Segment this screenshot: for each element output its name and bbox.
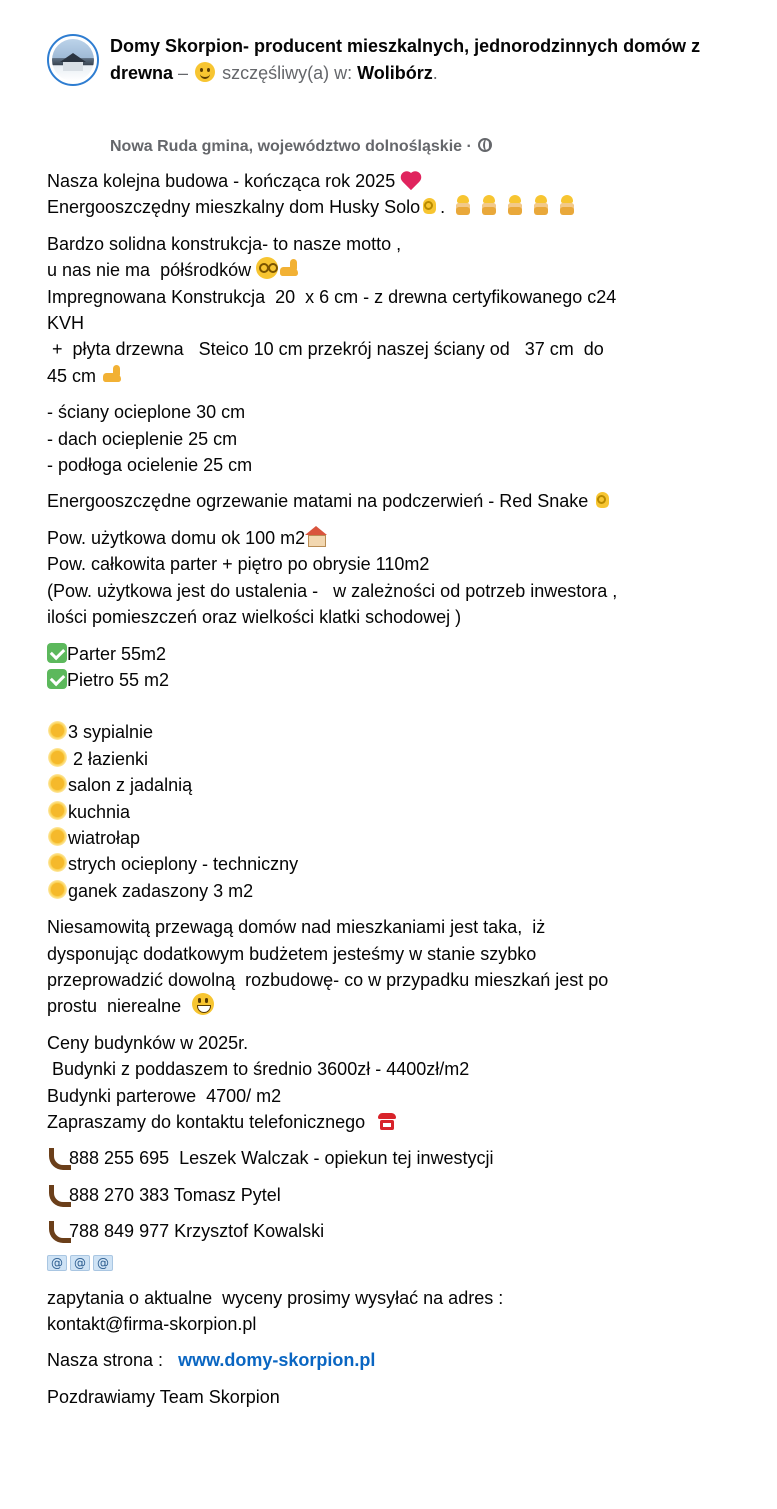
check-mark-icon — [47, 669, 67, 689]
avatar-roof-shape — [60, 53, 86, 62]
avatar-image — [52, 39, 94, 81]
room-item — [47, 719, 687, 745]
post-location-meta — [110, 136, 492, 158]
post-text — [47, 168, 687, 1420]
motto-line: Bardzo solidna konstrukcja- to nasze motto , — [47, 233, 402, 254]
intro-paragraph — [47, 168, 687, 221]
sun-icon — [47, 800, 68, 821]
construction-worker-icon — [505, 194, 525, 216]
telephone-icon — [376, 1111, 398, 1131]
avatar-house-shape — [63, 62, 83, 71]
room-item — [47, 746, 687, 772]
intro-text-1: Nasza kolejna budowa - kończąca rok 2025 — [47, 171, 396, 191]
room-label: salon z jadalnią — [68, 775, 193, 796]
flexed-biceps-icon — [101, 363, 123, 385]
insulation-line: - podłoga ocielenie 25 cm — [47, 455, 253, 476]
room-label: ganek zadaszony 3 m2 — [68, 880, 254, 901]
website-label: Nasza strona : — [47, 1350, 164, 1371]
website-paragraph — [47, 1347, 687, 1373]
telephone-receiver-icon — [47, 1182, 69, 1204]
motto-line: + płyta drzewna Steico 10 cm przekrój naszej ściany od 37 cm do — [47, 339, 604, 360]
author-line — [110, 33, 710, 87]
room-label: 2 łazienki — [68, 748, 149, 769]
email-paragraph — [47, 1285, 687, 1338]
floors-and-rooms — [47, 641, 687, 905]
motto-line — [47, 363, 687, 389]
contact-line — [47, 1218, 687, 1244]
advantage-line: dysponując dodatkowym budżetem jesteśmy w stanie szybko — [47, 943, 537, 964]
area-line: ilości pomieszczeń oraz wielkości klatki schodowej ) — [47, 607, 462, 628]
motto-line: Impregnowana Konstrukcja 20 x 6 cm - z drewna certyfikowanego c24 — [47, 286, 617, 307]
sun-icon — [47, 852, 68, 873]
motto-line — [47, 257, 687, 283]
room-item — [47, 799, 687, 825]
heating-paragraph — [47, 488, 687, 514]
advantage-line: Niesamowitą przewagą domów nad mieszkaniami jest taka, iż — [47, 917, 546, 938]
area-line: Pow. całkowita parter + piętro po obrysie 110m2 — [47, 554, 430, 575]
contact-text[interactable]: 888 255 695 Leszek Walczak - opiekun tej inwestycji — [69, 1148, 494, 1169]
construction-worker-icon — [531, 194, 551, 216]
room-item — [47, 878, 687, 904]
spacer — [47, 693, 687, 719]
floor-item — [47, 667, 687, 693]
email-icons-row — [47, 1255, 687, 1271]
price-text: Zapraszamy do kontaktu telefonicznego — [47, 1112, 366, 1132]
floor-label: Pietro 55 m2 — [67, 669, 170, 690]
red-heart-icon — [400, 170, 422, 190]
heating-text: Energooszczędne ogrzewanie matami na podczerwień - Red Snake — [47, 491, 589, 512]
website-link[interactable]: www.domy-skorpion.pl — [178, 1350, 376, 1371]
email-at-icon: @ — [47, 1255, 67, 1271]
insulation-paragraph — [47, 399, 687, 478]
sun-icon — [47, 879, 68, 900]
intro-text-2: Energooszczędny mieszkalny dom Husky Solo — [47, 197, 421, 218]
motto-text: u nas nie ma półśrodków — [47, 260, 252, 281]
telephone-receiver-icon — [47, 1218, 69, 1240]
construction-worker-icon — [479, 194, 499, 216]
price-line: Budynki z poddaszem to średnio 3600zł - 4400zł/m2 — [47, 1059, 470, 1080]
room-label: strych ocieplony - techniczny — [68, 854, 299, 875]
contact-item — [47, 1218, 687, 1244]
company-logo-avatar[interactable] — [47, 34, 99, 86]
floor-item — [47, 641, 687, 667]
status-period: . — [432, 63, 438, 83]
insulation-line: - dach ocieplenie 25 cm — [47, 428, 238, 449]
closing-paragraph — [47, 1384, 687, 1410]
grinning-face-icon — [192, 993, 214, 1015]
sun-icon — [47, 826, 68, 847]
sun-icon — [47, 747, 68, 768]
construction-worker-icon — [557, 194, 577, 216]
room-label: 3 sypialnie — [68, 722, 154, 743]
contact-item — [47, 1145, 687, 1171]
house-icon — [305, 525, 327, 547]
contact-text[interactable]: 788 849 977 Krzysztof Kowalski — [69, 1221, 325, 1242]
globe-icon[interactable] — [478, 138, 492, 152]
email-at-icon: @ — [70, 1255, 90, 1271]
contact-text[interactable]: 888 270 383 Tomasz Pytel — [69, 1184, 281, 1205]
sun-icon — [47, 773, 68, 794]
telephone-receiver-icon — [47, 1145, 69, 1167]
motto-line: KVH — [47, 313, 85, 334]
contact-line — [47, 1145, 687, 1171]
advantage-line: przeprowadzić dowolną rozbudowę- co w przypadku mieszkań jest po — [47, 969, 609, 990]
room-item — [47, 772, 687, 798]
area-text: Pow. użytkowa domu ok 100 m2 — [47, 527, 306, 548]
room-item — [47, 825, 687, 851]
closing-line: Pozdrawiamy Team Skorpion — [47, 1386, 280, 1407]
status-dash: – — [178, 63, 189, 83]
construction-worker-icon — [453, 194, 473, 216]
email-address[interactable]: kontakt@firma-skorpion.pl — [47, 1314, 257, 1335]
intro-separator: . — [440, 197, 446, 218]
prices-paragraph — [47, 1030, 687, 1136]
ok-hand-icon — [593, 490, 613, 510]
check-mark-icon — [47, 643, 67, 663]
price-line — [47, 1109, 687, 1135]
area-line: (Pow. użytkowa jest do ustalenia - w zależności od potrzeb inwestora , — [47, 580, 618, 601]
intro-line — [47, 194, 687, 220]
email-line: zapytania o aktualne wyceny prosimy wysyłać na adres : — [47, 1287, 504, 1308]
advantage-paragraph — [47, 914, 687, 1020]
room-label: kuchnia — [68, 801, 131, 822]
contact-line — [47, 1182, 687, 1208]
location-link[interactable]: Nowa Ruda gmina, województwo dolnośląskie · — [110, 138, 472, 155]
website-line — [47, 1347, 687, 1373]
room-item — [47, 851, 687, 877]
price-line: Ceny budynków w 2025r. — [47, 1032, 249, 1053]
feeling-status: szczęśliwy(a) w: — [222, 63, 353, 83]
heating-line — [47, 488, 687, 514]
insulation-line: - ściany ocieplone 30 cm — [47, 402, 246, 423]
contact-item — [47, 1182, 687, 1208]
ok-hand-icon — [420, 196, 440, 216]
floor-label: Parter 55m2 — [67, 643, 167, 664]
intro-line — [47, 168, 687, 194]
price-line: Budynki parterowe 4700/ m2 — [47, 1085, 282, 1106]
place-link[interactable]: Wolibórz — [357, 63, 433, 83]
area-line — [47, 525, 687, 551]
author-name-link[interactable]: Domy Skorpion- producent mieszkalnych, jednorodzinnych domów z drewna — [110, 36, 701, 83]
area-paragraph — [47, 525, 687, 631]
slightly-smiling-face-icon — [195, 62, 215, 82]
sun-icon — [47, 720, 68, 741]
room-label: wiatrołap — [68, 827, 141, 848]
advantage-line — [47, 993, 687, 1019]
motto-text: 45 cm — [47, 365, 97, 386]
construction-paragraph — [47, 231, 687, 389]
flexed-biceps-icon — [278, 257, 300, 279]
email-at-icon: @ — [93, 1255, 113, 1271]
dizzy-face-icon — [256, 257, 278, 279]
advantage-text: prostu nierealne — [47, 996, 182, 1017]
